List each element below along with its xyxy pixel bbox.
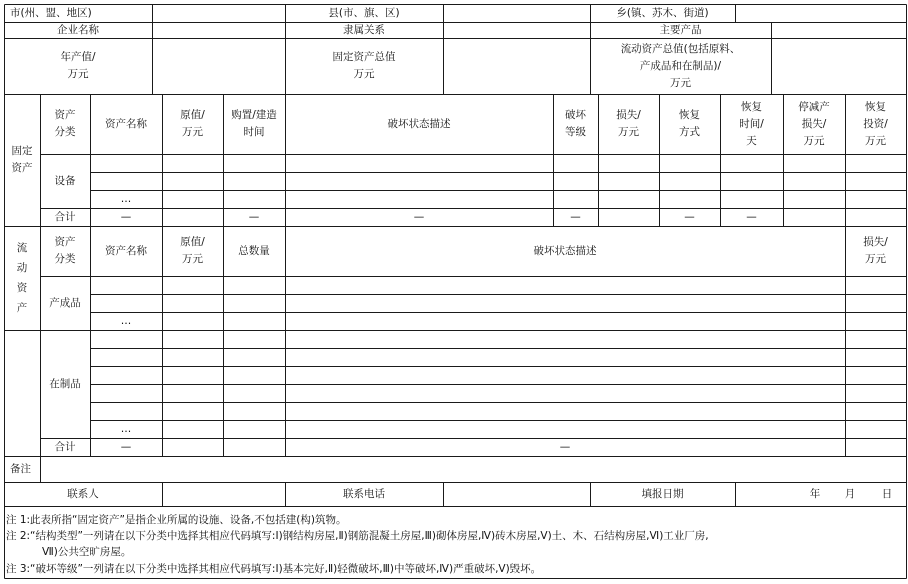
phone-label: 联系电话: [343, 487, 385, 500]
town-label: 乡(镇、苏木、街道): [616, 6, 709, 19]
fixed-col-recovery-time: 恢复 时间/ 天: [739, 100, 764, 147]
county-input[interactable]: [443, 4, 590, 22]
fixed-col-original-value: 原值/ 万元: [180, 109, 205, 138]
current-total-dash: —: [120, 440, 132, 453]
county-label: 县(市、旗、区): [328, 6, 400, 19]
fixed-total-dash: —: [570, 210, 581, 223]
date-label: 填报日期: [641, 487, 684, 500]
remarks-input[interactable]: [40, 456, 906, 482]
fixed-col-purchase-time: 购置/建造 时间: [231, 109, 277, 138]
wip-label: 在制品: [49, 377, 81, 390]
company-name-input[interactable]: [152, 22, 285, 38]
main-product-input[interactable]: [771, 22, 906, 38]
city-label: 市(州、盟、地区): [10, 6, 92, 19]
fixed-ellipsis: …: [120, 192, 132, 205]
annual-output-label: 年产值/ 万元: [60, 51, 96, 80]
current-assets-total-input[interactable]: [771, 38, 906, 94]
fixed-total-dash: —: [746, 210, 757, 223]
finished-ellipsis: …: [120, 314, 132, 327]
fixed-col-asset-name: 资产名称: [105, 117, 147, 130]
phone-input[interactable]: [443, 482, 590, 506]
remarks-label: 备注: [10, 462, 31, 475]
date-day-label: 日: [881, 487, 893, 500]
current-total-label: 合计: [54, 440, 76, 453]
note-1: 注 1:此表所指“固定资产”是指企业所属的设施、设备,不包括建(构)筑物。: [6, 514, 347, 526]
date-month-label: 月: [844, 487, 856, 500]
contact-input[interactable]: [162, 482, 285, 506]
current-col-original-value: 原值/ 万元: [180, 236, 205, 265]
contact-label: 联系人: [67, 487, 99, 500]
affiliation-label: 隶属关系: [343, 23, 385, 36]
current-col-asset-name: 资产名称: [105, 244, 147, 257]
equipment-label: 设备: [54, 174, 76, 187]
fixed-col-recovery-investment: 恢复 投资/ 万元: [863, 100, 888, 147]
fixed-col-loss: 损失/ 万元: [616, 109, 641, 138]
fixed-col-damage-grade: 破坏 等级: [565, 109, 586, 138]
current-col-loss: 损失/ 万元: [863, 236, 888, 265]
note-2-continued: Ⅶ)公共空旷房屋。: [42, 546, 132, 558]
current-col-quantity: 总数量: [238, 244, 270, 257]
current-col-damage-description: 破坏状态描述: [533, 244, 597, 257]
date-year-label: 年: [809, 487, 821, 500]
fixed-total-dash: —: [120, 210, 132, 223]
current-col-category: 资产 分类: [54, 236, 76, 265]
main-product-label: 主要产品: [659, 23, 702, 36]
fixed-assets-total-label: 固定资产总值 万元: [332, 51, 396, 80]
annual-output-input[interactable]: [152, 38, 285, 94]
city-input[interactable]: [152, 4, 285, 22]
affiliation-input[interactable]: [443, 22, 590, 38]
fixed-assets-total-input[interactable]: [443, 38, 590, 94]
fixed-total-dash: —: [248, 210, 260, 223]
company-name-label: 企业名称: [57, 23, 99, 36]
note-3: 注 3:“破坏等级”一列请在以下分类中选择其相应代码填写:Ⅰ)基本完好,Ⅱ)轻微破坏,Ⅲ)中等破坏,Ⅳ)严重破坏,Ⅴ)毁坏。: [6, 563, 542, 575]
fixed-assets-section-label: 固定 资产: [11, 145, 33, 174]
town-input[interactable]: [735, 4, 906, 22]
finished-goods-label: 产成品: [49, 296, 81, 309]
fixed-col-recovery-method: 恢复 方式: [679, 109, 700, 138]
current-assets-section-label: 流 动 资 产: [16, 242, 28, 314]
fixed-col-category: 资产 分类: [54, 109, 76, 138]
fixed-col-damage-description: 破坏状态描述: [387, 117, 451, 130]
fixed-total-label: 合计: [54, 210, 76, 223]
fixed-col-production-loss: 停减产 损失/ 万元: [798, 100, 830, 147]
current-total-dash: —: [559, 440, 571, 453]
fixed-total-dash: —: [413, 210, 425, 223]
fixed-total-dash: —: [684, 210, 695, 223]
wip-ellipsis: …: [120, 422, 132, 435]
note-2: 注 2:“结构类型”一列请在以下分类中选择其相应代码填写:Ⅰ)钢结构房屋,Ⅱ)钢筋混凝土房屋,Ⅲ)砌体房屋,Ⅳ)砖木房屋,Ⅴ)土、木、石结构房屋,Ⅵ)工业厂房,: [6, 530, 709, 542]
current-assets-total-label: 流动资产总值(包括原料、 产成品和在制品)/ 万元: [620, 42, 741, 89]
